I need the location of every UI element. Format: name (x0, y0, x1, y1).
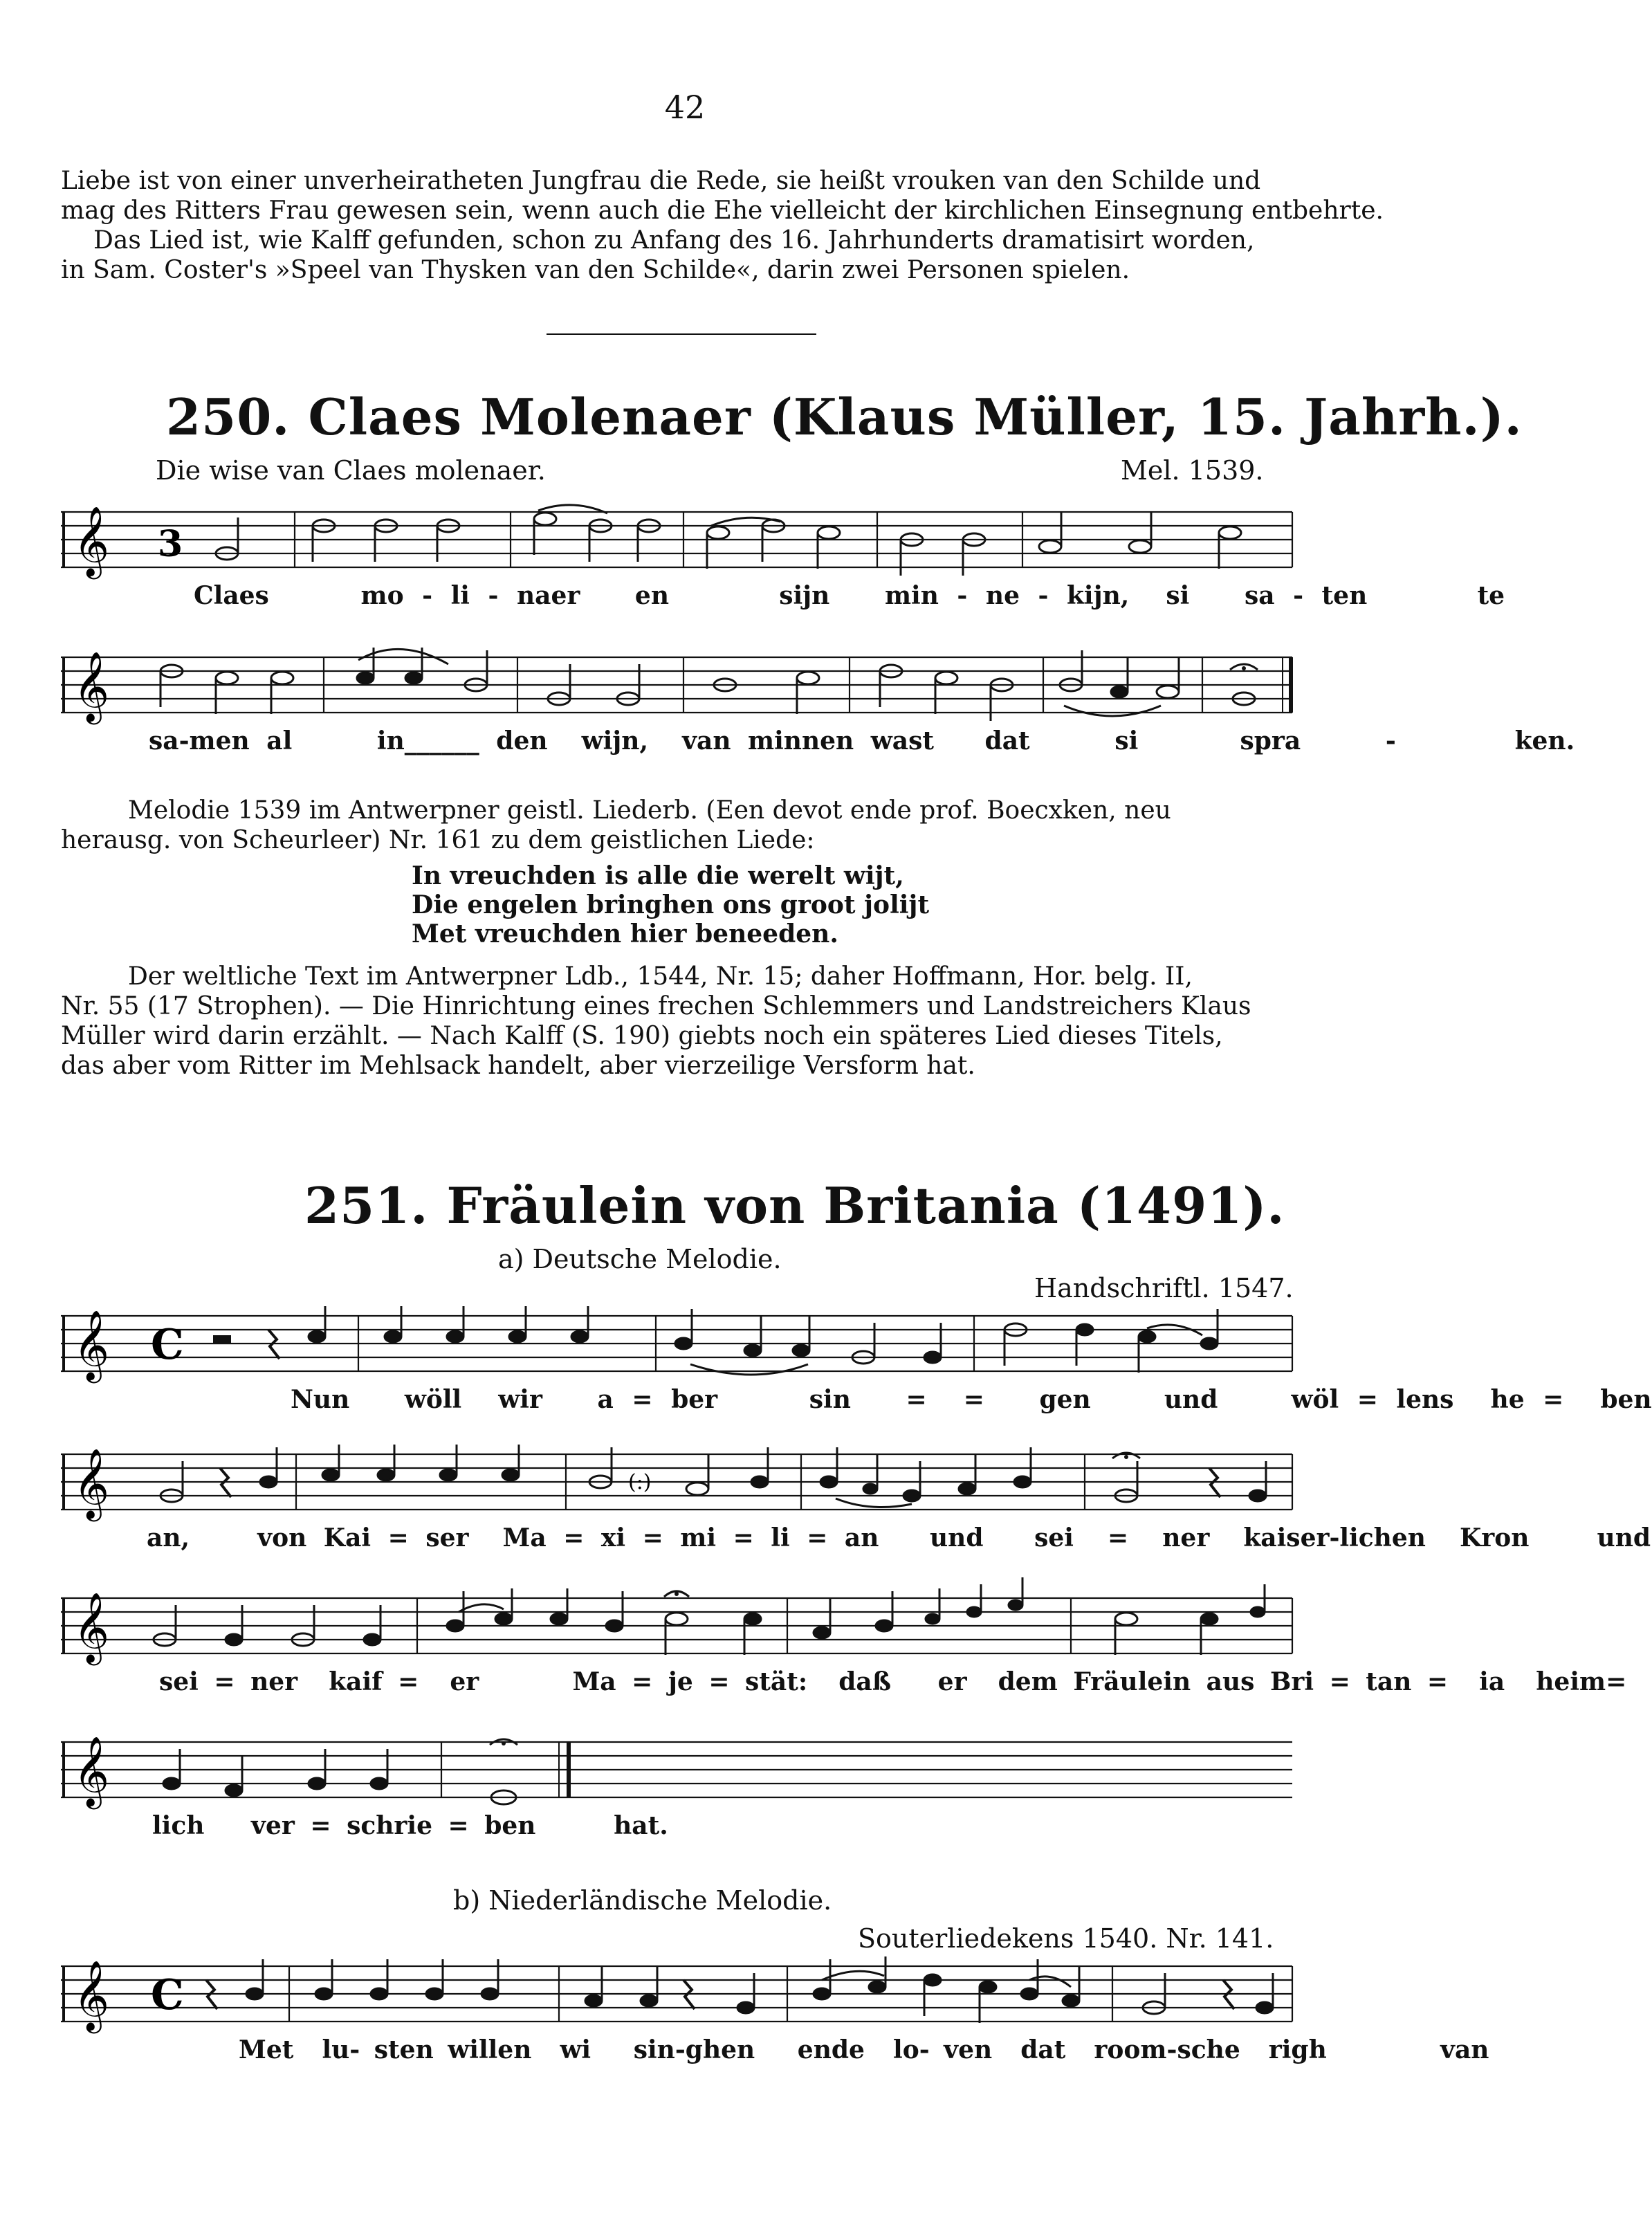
intro-line-1: Liebe ist von einer unverheiratheten Jungfrau die Rede, sie heißt vrouken van den Schilde und (61, 167, 1261, 195)
song-250-note2-2: Nr. 55 (17 Strophen). — Die Hinrichtung eines frechen Schlemmers und Landstreichers Klaus (61, 992, 1251, 1020)
lyrics-line: lich ver = schrie = ben hat. (152, 1811, 668, 1840)
common-time-icon: C (151, 1971, 184, 2019)
song-250-note2-4: das aber vom Ritter im Mehlsack handelt, aber vierzeilige Versform hat. (61, 1052, 975, 1080)
part-b-source: Souterliedekens 1540. Nr. 141. (858, 1923, 1274, 1954)
intro-line-3: Das Lied ist, wie Kalff gefunden, schon zu Anfang des 16. Jahrhunderts dramatisirt worden, (93, 226, 1255, 255)
music-staff (61, 643, 1306, 726)
treble-clef-icon: 𝄞 (73, 505, 110, 576)
part-a-source: Handschriftl. 1547. (1034, 1273, 1294, 1303)
treble-clef-icon: 𝄞 (73, 1309, 110, 1380)
song-251-title: Fräulein von Britania (1491). (446, 1176, 1285, 1235)
music-staff (61, 1728, 1306, 1811)
treble-clef-icon: 𝄞 (73, 1735, 110, 1806)
song-250-source: Die wise van Claes molenaer. (156, 455, 546, 486)
verse-line-2: Die engelen bringhen ons groot jolijt (412, 890, 930, 919)
song-251-number: 251. (304, 1176, 429, 1235)
song-250-heading (166, 387, 1523, 446)
song-250-melody-ref: Mel. 1539. (1121, 455, 1264, 486)
part-a-label: a) Deutsche Melodie. (498, 1244, 782, 1274)
music-staff (61, 1440, 1306, 1523)
page-number: 42 (664, 89, 706, 126)
lyrics-line: an, von Kai = ser Ma = xi = mi = li = an und sei = ner kaiser-lichen Kron und (147, 1523, 1651, 1552)
music-staff (61, 1584, 1306, 1667)
song-250-note-2: herausg. von Scheurleer) Nr. 161 zu dem geistlichen Liede: (61, 826, 815, 854)
fermata-paren-icon: (:) (628, 1470, 652, 1494)
treble-clef-icon: 𝄞 (73, 1591, 110, 1662)
section-divider (547, 333, 816, 335)
verse-line-3: Met vreuchden hier beneeden. (412, 919, 838, 948)
song-251-heading (304, 1176, 1285, 1235)
music-staff (61, 1302, 1306, 1385)
part-b-label: b) Niederländische Melodie. (453, 1885, 832, 1916)
music-staff (61, 1952, 1306, 2035)
intro-line-4: in Sam. Coster's »Speel van Thysken van den Schilde«, darin zwei Personen spielen. (61, 256, 1130, 284)
song-250-note-1: Melodie 1539 im Antwerpner geistl. Liederb. (Een devot ende prof. Boecxken, neu (128, 796, 1171, 825)
intro-line-2: mag des Ritters Frau gewesen sein, wenn auch die Ehe vielleicht der kirchlichen Einsegnung entbehrte. (61, 196, 1384, 225)
common-time-icon: C (151, 1321, 184, 1369)
treble-clef-icon: 𝄞 (73, 1959, 110, 2031)
song-250-title: Claes Molenaer (Klaus Müller, 15. Jahrh.). (308, 387, 1523, 446)
song-250-note2-3: Müller wird darin erzählt. — Nach Kalff (S. 190) giebts noch ein späteres Lied dieses Titels, (61, 1022, 1223, 1050)
lyrics-line: sa-men al in______ den wijn, van minnen wast dat si spra - ken. (149, 726, 1575, 755)
lyrics-line: Claes mo - li - naer en sijn min - ne - kijn, si sa - ten te (194, 581, 1505, 610)
lyrics-line: Nun wöll wir a = ber sin = = gen und wöl = lens he = ben (291, 1385, 1652, 1414)
lyrics-line: sei = ner kaif = er Ma = je = stät: daß er dem Fräulein aus Bri = tan = ia heim= (159, 1667, 1627, 1696)
lyrics-line: Met lu- sten willen wi sin-ghen ende lo- ven dat room-sche righ van (239, 2035, 1489, 2064)
verse-line-1: In vreuchden is alle die werelt wijt, (412, 861, 904, 890)
treble-clef-icon: 𝄞 (73, 1447, 110, 1519)
treble-clef-icon: 𝄞 (73, 650, 110, 722)
music-staff (61, 498, 1306, 581)
song-250-number: 250. (166, 387, 291, 446)
time-signature: 3 (158, 523, 183, 565)
song-250-note2-1: Der weltliche Text im Antwerpner Ldb., 1544, Nr. 15; daher Hoffmann, Hor. belg. II, (128, 962, 1193, 991)
